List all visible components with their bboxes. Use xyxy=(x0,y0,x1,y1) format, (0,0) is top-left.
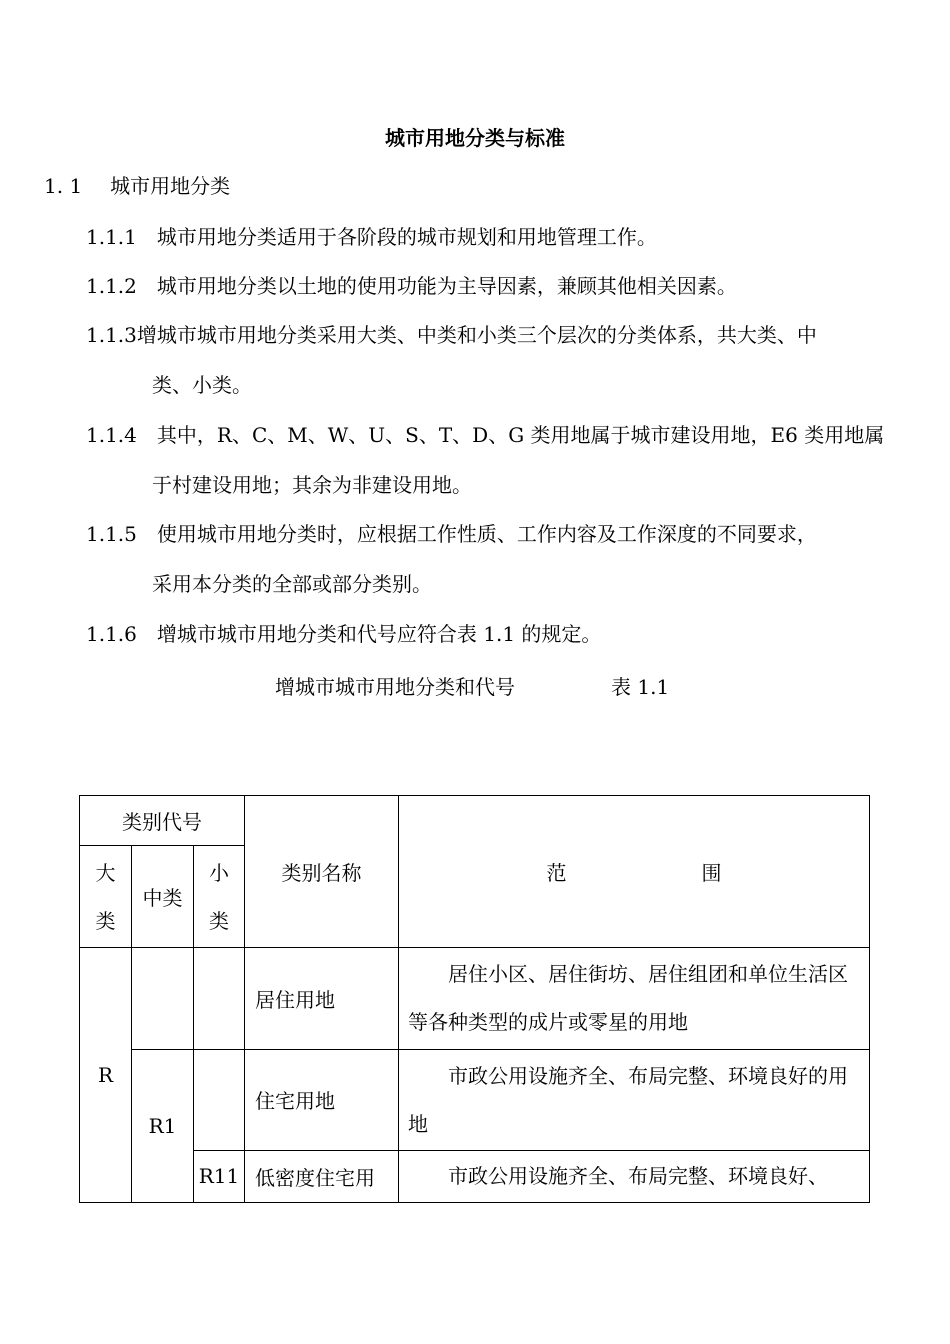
cell-range xyxy=(399,1150,870,1202)
clause-1-1-4 xyxy=(86,421,884,449)
cell-minor xyxy=(194,948,245,1049)
clause-number: 1.1.3 xyxy=(86,323,137,347)
clause-1-1-3 xyxy=(86,321,817,349)
header-minor xyxy=(194,846,245,948)
cell-name: 住宅用地 xyxy=(245,1049,399,1150)
clause-number: 1.1.4 xyxy=(86,423,137,447)
cell-range-text: 市政公用设施齐全、布局完整、环境良好、 xyxy=(448,1164,828,1189)
header-major-char-2: 类 xyxy=(95,908,116,933)
header-minor-char-1: 小 xyxy=(209,860,229,885)
table-row xyxy=(80,1049,870,1150)
header-code: 类别代号 xyxy=(80,796,245,846)
clause-text: 增城市城市用地分类和代号应符合表 1.1 的规定。 xyxy=(156,622,602,646)
table-caption-label: 表 1.1 xyxy=(611,675,670,699)
table-row xyxy=(80,1150,870,1202)
land-use-table xyxy=(79,795,870,1203)
header-range-char-2: 围 xyxy=(701,861,722,886)
clause-number: 1.1.5 xyxy=(86,522,137,546)
clause-1-1-4-cont: 于村建设用地；其余为非建设用地。 xyxy=(152,473,472,497)
cell-medium: R1 xyxy=(132,1049,194,1202)
header-medium: 中类 xyxy=(132,846,194,948)
header-minor-char-2: 类 xyxy=(209,908,229,933)
clause-number: 1.1.2 xyxy=(86,274,137,298)
cell-name: 居住用地 xyxy=(245,948,399,1049)
clause-text: 城市用地分类适用于各阶段的城市规划和用地管理工作。 xyxy=(156,225,657,249)
cell-medium xyxy=(132,948,194,1049)
clause-number: 1.1.1 xyxy=(86,225,137,249)
header-range-char-1: 范 xyxy=(546,861,567,886)
clause-1-1-5 xyxy=(86,520,817,548)
cell-range-text: 居住小区、居住街坊、居住组团和单位生活区等各种类型的成片或零星的用地 xyxy=(408,962,848,1035)
table-caption-title: 增城市城市用地分类和代号 xyxy=(275,675,515,699)
table-row xyxy=(80,948,870,1049)
clause-text: 使用城市用地分类时，应根据工作性质、工作内容及工作深度的不同要求， xyxy=(156,522,817,546)
clause-1-1-2 xyxy=(86,272,737,300)
header-major-char-1: 大 xyxy=(95,860,116,885)
table-header-row xyxy=(80,796,870,846)
clause-number: 1.1.6 xyxy=(86,622,137,646)
clause-1-1-1 xyxy=(86,223,657,251)
clause-text: 其中，R、C、M、W、U、S、T、D、G 类用地属于城市建设用地，E6 类用地属 xyxy=(156,423,885,447)
cell-minor xyxy=(194,1049,245,1150)
cell-name: 低密度住宅用 xyxy=(245,1150,399,1202)
cell-range-text: 市政公用设施齐全、布局完整、环境良好的用地 xyxy=(408,1063,848,1136)
section-number: 1. 1 xyxy=(44,174,83,198)
cell-minor: R11 xyxy=(194,1150,245,1202)
document-title: 城市用地分类与标准 xyxy=(385,126,565,150)
section-heading xyxy=(44,172,230,200)
clause-1-1-5-cont: 采用本分类的全部或部分类别。 xyxy=(152,572,432,596)
clause-text: 城市用地分类以土地的使用功能为主导因素，兼顾其他相关因素。 xyxy=(156,274,737,298)
header-name: 类别名称 xyxy=(245,796,399,948)
cell-range xyxy=(399,948,870,1049)
cell-major: R xyxy=(80,948,132,1203)
cell-range xyxy=(399,1049,870,1150)
clause-1-1-6 xyxy=(86,620,601,648)
section-title: 城市用地分类 xyxy=(110,174,231,198)
clause-1-1-3-cont: 类、小类。 xyxy=(152,373,252,397)
clause-text: 增城市城市用地分类采用大类、中类和小类三个层次的分类体系，共大类、中 xyxy=(136,323,817,347)
header-range xyxy=(399,796,870,948)
header-major xyxy=(80,846,132,948)
